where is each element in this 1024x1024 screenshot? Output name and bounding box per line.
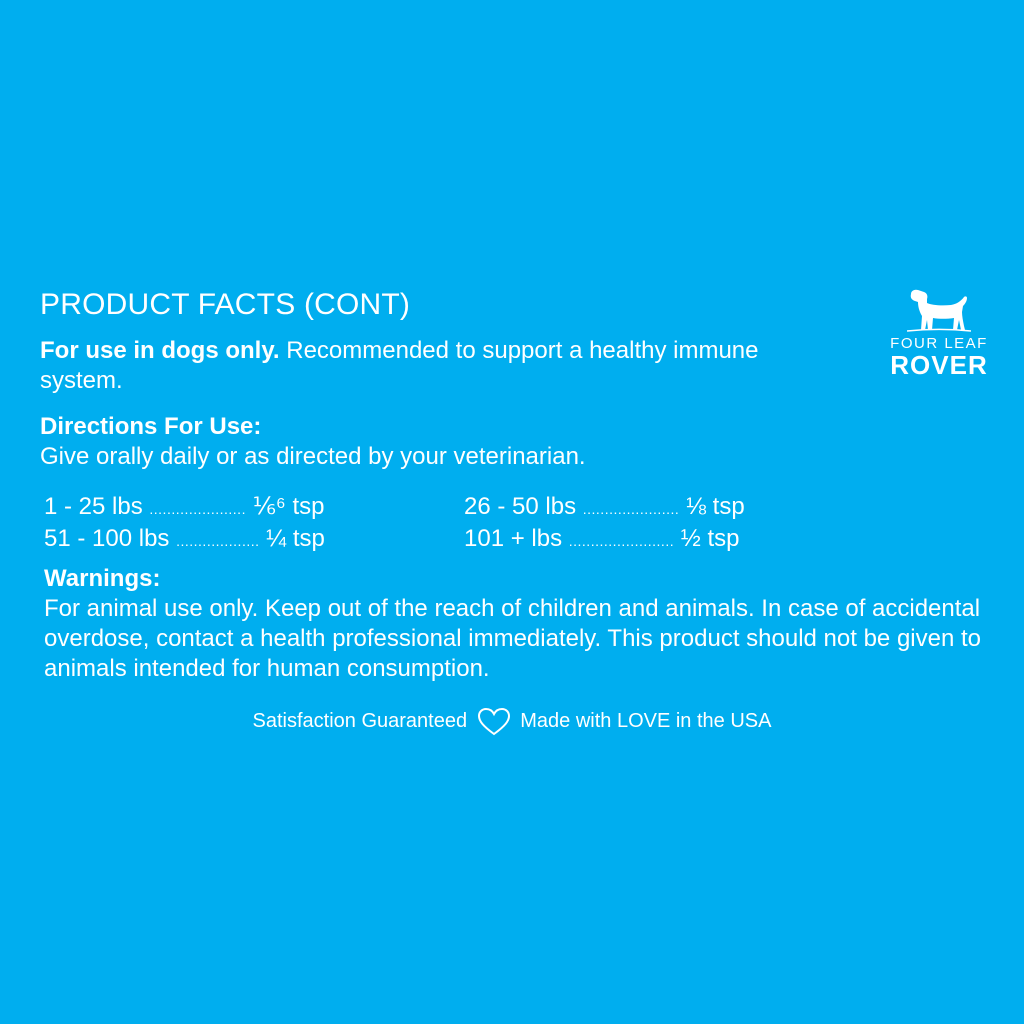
footer-tagline: [0, 704, 1024, 738]
dosage-dots: ........................: [568, 533, 675, 549]
dosage-dots: ......................: [582, 501, 680, 517]
dosage-row: [464, 524, 745, 556]
page-title: PRODUCT FACTS (CONT): [40, 288, 411, 321]
dosage-amount: ½ tsp: [680, 525, 740, 552]
dog-icon: [907, 288, 971, 332]
dosage-column-right: [464, 492, 745, 556]
dosage-dots: ......................: [149, 501, 246, 517]
dosage-amount: ¼ tsp: [266, 525, 325, 552]
dosage-weight: 51 - 100 lbs: [44, 525, 170, 552]
intro-bold-text: For use in dogs only.: [40, 337, 280, 364]
warnings-text: For animal use only. Keep out of the reach of children and animals. In case of accidental overdose, contact a health professional immediately. This product should not be given to animals intended for human consumption.: [44, 595, 981, 682]
footer-right-text: Made with LOVE in the USA: [520, 710, 772, 732]
dosage-row: [44, 524, 325, 556]
logo-text-bottom: ROVER: [890, 350, 988, 380]
heart-icon: [477, 707, 511, 737]
dosage-row: [464, 492, 745, 524]
brand-logo: [884, 288, 994, 378]
dosage-weight: 26 - 50 lbs: [464, 493, 577, 520]
warnings-section: [44, 564, 1004, 684]
logo-text-top: FOUR LEAF: [890, 335, 988, 352]
intro-text: Recommended to support a healthy immune system.: [40, 337, 759, 394]
dosage-weight: 101 + lbs: [464, 525, 563, 552]
dosage-dots: ...................: [176, 533, 260, 549]
warnings-heading: Warnings:: [44, 565, 161, 592]
dosage-amount: ⅛ tsp: [686, 493, 745, 520]
footer-left-text: Satisfaction Guaranteed: [252, 710, 468, 732]
dosage-amount: ⅙⁶ tsp: [252, 493, 325, 520]
directions-text: Give orally daily or as directed by your veterinarian.: [40, 443, 586, 470]
dosage-column-left: [44, 492, 325, 556]
directions-heading: Directions For Use:: [40, 413, 262, 440]
intro-paragraph: [40, 336, 800, 396]
directions-section: [40, 412, 860, 472]
dosage-weight: 1 - 25 lbs: [44, 493, 143, 520]
dosage-row: [44, 492, 325, 524]
